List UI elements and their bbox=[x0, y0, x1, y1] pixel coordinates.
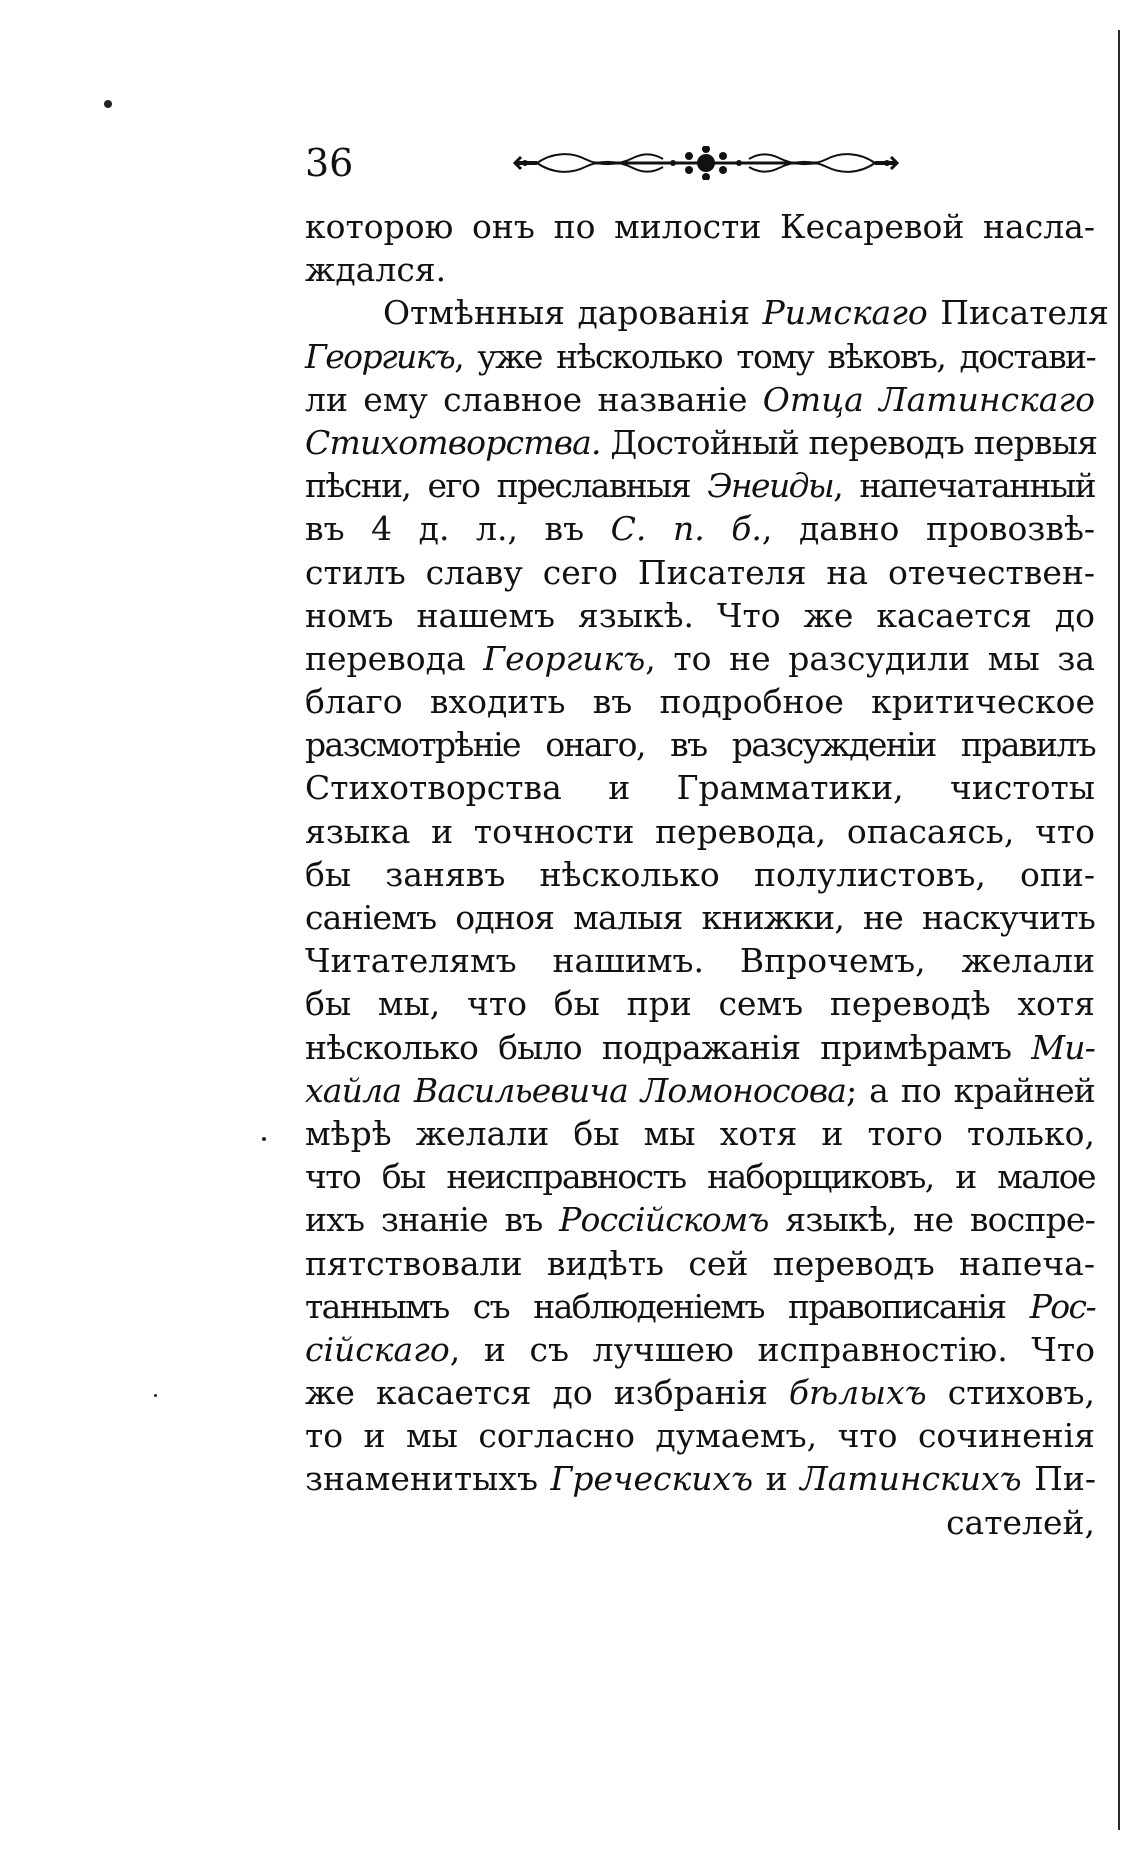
text-run: ли ему славное названіе bbox=[305, 379, 763, 419]
scan-speck bbox=[262, 1137, 266, 1141]
italic-text: Ми- bbox=[1031, 1027, 1095, 1067]
text-line bbox=[305, 594, 1095, 637]
italic-text: Георгикъ bbox=[305, 336, 455, 376]
text-line bbox=[305, 853, 1095, 896]
text-line bbox=[305, 1501, 1095, 1544]
text-run: ; а по крайней bbox=[846, 1070, 1095, 1110]
text-run: же касается до избранія bbox=[305, 1373, 789, 1413]
text-run: Пи- bbox=[1021, 1459, 1097, 1499]
italic-text: Рос- bbox=[1029, 1286, 1095, 1326]
text-run: нѣсколько было подражанія примѣрамъ bbox=[305, 1027, 1032, 1067]
text-line bbox=[305, 507, 1095, 550]
text-line bbox=[305, 1371, 1095, 1414]
body-text bbox=[305, 205, 1109, 1544]
text-run: бы занявъ нѣсколько полулистовъ, опи- bbox=[305, 854, 1095, 894]
italic-text: Греческихъ bbox=[550, 1459, 754, 1499]
text-line bbox=[305, 248, 1095, 291]
text-run: стилъ славу сего Писателя на отечествен- bbox=[305, 552, 1095, 592]
text-run: пѣсни, его преславныя bbox=[305, 466, 708, 506]
text-run: въ 4 д. л., въ bbox=[305, 509, 611, 549]
text-run: и bbox=[753, 1459, 801, 1499]
text-line bbox=[305, 723, 1095, 766]
text-run: Отмѣнныя дарованія bbox=[383, 293, 763, 333]
italic-text: С. п. б. bbox=[610, 509, 762, 549]
text-run: номъ нашемъ языкѣ. Что же касается до bbox=[305, 595, 1095, 635]
text-run: , и съ лучшею исправностію. Что bbox=[449, 1329, 1095, 1369]
text-line bbox=[305, 421, 1098, 464]
scan-edge-line bbox=[1118, 30, 1120, 1830]
italic-text: Отца Латинскаго bbox=[762, 379, 1095, 419]
italic-text: Стихотворства. bbox=[305, 422, 601, 462]
italic-text: Россійскомъ bbox=[559, 1200, 769, 1240]
text-line bbox=[305, 378, 1095, 421]
italic-text: сійскаго bbox=[305, 1329, 450, 1369]
text-line bbox=[305, 291, 1109, 334]
text-line bbox=[305, 464, 1095, 507]
text-line bbox=[305, 1112, 1095, 1155]
text-run: сателей, bbox=[946, 1502, 1095, 1542]
text-line bbox=[305, 810, 1095, 853]
text-run: языка и точности перевода, опасаясь, что bbox=[305, 811, 1095, 851]
scan-speck bbox=[104, 100, 112, 108]
text-line bbox=[305, 1155, 1095, 1198]
text-run: то и мы согласно думаемъ, что сочиненія bbox=[305, 1416, 1095, 1456]
text-line bbox=[305, 939, 1095, 982]
italic-text: Энеиды bbox=[707, 466, 834, 506]
text-line bbox=[305, 982, 1095, 1025]
text-line bbox=[305, 1069, 1095, 1112]
italic-text: хайла Васильевича Ломоносова bbox=[305, 1070, 847, 1110]
text-line bbox=[305, 1198, 1095, 1241]
text-line bbox=[305, 335, 1095, 378]
text-run: разсмотрѣніе онаго, въ разсужденіи правилъ bbox=[305, 725, 1095, 765]
italic-text: Георгикъ bbox=[483, 638, 646, 678]
text-line bbox=[305, 1328, 1095, 1371]
text-run: , то не разсудили мы за bbox=[645, 638, 1095, 678]
text-run: , уже нѣсколько тому вѣковъ, достави- bbox=[454, 336, 1095, 376]
page-number: 36 bbox=[305, 141, 354, 185]
text-run: Читателямъ нашимъ. Впрочемъ, желали bbox=[305, 941, 1095, 981]
text-run: Достойный переводъ первыя bbox=[600, 422, 1098, 462]
text-run: таннымъ съ наблюденіемъ правописанія bbox=[305, 1286, 1030, 1326]
italic-text: Римскаго bbox=[762, 293, 928, 333]
text-run: благо входить въ подробное критическое bbox=[305, 682, 1095, 722]
italic-text: Латинскихъ bbox=[800, 1459, 1022, 1499]
text-line bbox=[305, 1285, 1095, 1328]
text-run: знаменитыхъ bbox=[305, 1459, 551, 1499]
text-run: Стихотворства и Грамматики, чистоты bbox=[305, 768, 1095, 808]
text-run: которою онъ по милости Кесаревой насла- bbox=[305, 207, 1095, 246]
text-run: , напечатанный bbox=[833, 466, 1095, 506]
text-line bbox=[305, 551, 1095, 594]
text-run: ждался. bbox=[305, 250, 447, 290]
text-line bbox=[305, 1242, 1095, 1285]
scan-speck bbox=[154, 1394, 157, 1397]
text-line bbox=[305, 205, 1095, 248]
page-header bbox=[305, 138, 1095, 188]
italic-text: бѣлыхъ bbox=[788, 1373, 927, 1413]
text-run: языкѣ, не воспре- bbox=[768, 1200, 1095, 1240]
text-line bbox=[305, 680, 1095, 723]
text-line bbox=[305, 1414, 1095, 1457]
text-run: пятствовали видѣть сей переводъ напеча- bbox=[305, 1243, 1095, 1283]
text-run: Писателя bbox=[927, 293, 1109, 333]
text-run: бы мы, что бы при семъ переводѣ хотя bbox=[305, 984, 1095, 1024]
text-line bbox=[305, 1026, 1095, 1069]
header-ornament-icon bbox=[513, 146, 899, 180]
text-run: , давно провозвѣ- bbox=[761, 509, 1095, 549]
text-line bbox=[305, 766, 1095, 809]
text-run: что бы неисправность наборщиковъ, и малое bbox=[305, 1157, 1095, 1197]
text-run: мѣрѣ желали бы мы хотя и того только, bbox=[305, 1113, 1095, 1153]
text-run: ихъ знаніе въ bbox=[305, 1200, 560, 1240]
text-run: стиховъ, bbox=[926, 1373, 1095, 1413]
text-line bbox=[305, 896, 1095, 939]
text-run: перевода bbox=[305, 638, 484, 678]
text-run: саніемъ одноя малыя книжки, не наскучить bbox=[305, 898, 1095, 937]
text-line bbox=[305, 1457, 1095, 1500]
text-line bbox=[305, 637, 1095, 680]
